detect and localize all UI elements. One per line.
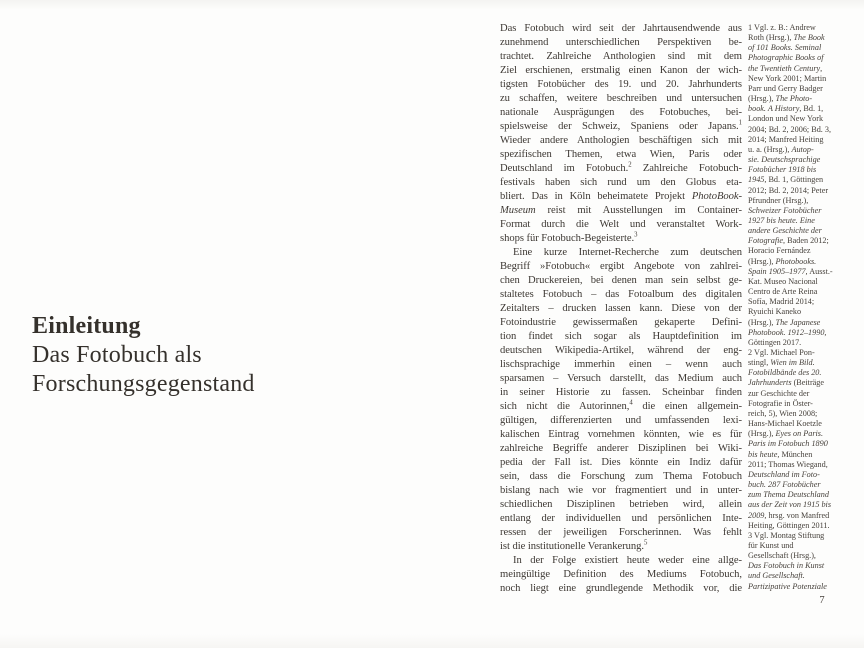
footnote-line (748, 399, 843, 409)
body-line (500, 92, 742, 106)
footnote-line (748, 277, 843, 287)
text-run: Ziel erschienen, erstmalig einen Kanon der wich- (500, 65, 742, 76)
text-run: u. a. (Hrsg.), (748, 144, 792, 154)
text-run: zunehmend unterschiedlichen Perspektiven be- (500, 37, 742, 48)
text-run: Pfrundner (Hrsg.), (748, 195, 809, 205)
body-line (500, 456, 742, 470)
text-run: The Photo- (775, 94, 813, 104)
text-run: Ryuichi Kaneko (748, 307, 802, 317)
text-run: In der Folge existiert heute weder eine allge- (513, 555, 742, 566)
footnote-line (748, 307, 843, 317)
text-run: tion findet sich sogar als Hauptdefinition im (500, 331, 742, 342)
text-run: Centro de Arte Reina (748, 287, 818, 297)
footnote-line (748, 348, 843, 358)
body-line (500, 302, 742, 316)
text-run: , (820, 63, 823, 73)
body-line (500, 554, 742, 568)
text-run: bliert. Das in Köln beheimatete Projekt (500, 191, 692, 202)
text-run: Gesellschaft (Hrsg.), (748, 551, 816, 561)
text-run: bislang nach wie vor fragmentiert und in unter- (500, 485, 742, 496)
text-run: zum Thema Deutschland (748, 490, 829, 500)
text-run: book. A History (748, 104, 800, 114)
text-run: meingültige Definition des Mediums Fotobuch, (500, 569, 742, 580)
footnote-line (748, 389, 843, 399)
body-line (500, 512, 742, 526)
text-run: sparsamen – Versuch darstellt, das Medium auch (500, 373, 742, 384)
footnotes-column (748, 23, 843, 592)
text-run: kalischen Eintrag vornehmen könnten, wie es für (500, 429, 742, 440)
footnote-line (748, 246, 843, 256)
footnote-line (748, 175, 843, 185)
body-line (500, 162, 742, 176)
text-run: andere Geschichte der (748, 226, 822, 236)
body-line (500, 106, 742, 120)
text-run: , Baden 2012; (783, 236, 829, 246)
footnote-line (748, 541, 843, 551)
text-run: , München (777, 449, 813, 459)
text-run: Roth (Hrsg.), (748, 33, 794, 43)
body-line (500, 218, 742, 232)
text-run: 2 Vgl. Michael Pon- (748, 348, 815, 357)
text-run: Zeitalters – drucken lassen kann. Diese von der (500, 303, 742, 314)
text-run: in seiner Historie zu fassen. Scheinbar finden (500, 387, 742, 398)
body-line (500, 246, 742, 260)
body-line (500, 190, 742, 204)
text-run: Göttingen 2017. (748, 337, 802, 347)
text-run: Format durch die Welt und veranstaltet Work- (500, 219, 742, 230)
footnote-line (748, 94, 843, 104)
footnote-line (748, 155, 843, 165)
text-run: zur Geschichte der (748, 388, 810, 398)
footnote-line (748, 521, 843, 531)
text-run: Wieder andere Anthologien beschäftigen sich mit (500, 135, 742, 146)
footnote-line (748, 500, 843, 510)
body-paragraph (500, 554, 742, 596)
text-run: tigsten Fotobücher des 19. und 20. Jahrhunderts (500, 79, 742, 90)
footnote-line (748, 460, 843, 470)
text-run: Museum (500, 205, 536, 216)
body-line (500, 428, 742, 442)
text-run: Fotoindustrie gewissermaßen gekaperte Defini- (500, 317, 742, 328)
footnote-line (748, 267, 843, 277)
text-run: spielsweise der Schweiz, Spaniens oder Japans. (500, 121, 739, 132)
footnote-line (748, 196, 843, 206)
text-run: , Bd. 1, (799, 104, 824, 114)
body-line (500, 204, 742, 218)
footnote-line (748, 287, 843, 297)
text-run: Eyes on Paris. (775, 429, 824, 439)
text-run: The Japanese (775, 317, 821, 327)
footnote-line (748, 531, 843, 541)
body-line (500, 260, 742, 274)
body-line (500, 288, 742, 302)
footnote-line (748, 439, 843, 449)
text-run: New York 2001; Martin (748, 73, 827, 83)
text-run: für Kunst und (748, 540, 794, 550)
footnote-line (748, 226, 843, 236)
body-paragraph (500, 22, 742, 246)
text-run: (Hrsg.), (748, 94, 776, 104)
body-line (500, 274, 742, 288)
body-line (500, 484, 742, 498)
text-run: noch liegt eine grundlegende Methodik vor, die (500, 583, 742, 594)
footnote-line (748, 43, 843, 53)
footnote-line (748, 571, 843, 581)
text-run: Fotografie in Öster- (748, 398, 813, 408)
body-line (500, 176, 742, 190)
chapter-title: Einleitung (32, 313, 141, 339)
footnote-line (748, 470, 843, 480)
text-run: Das Fotobuch wird seit der Jahrtausendwende aus (500, 23, 742, 34)
text-run: Begriff »Fotobuch« ergibt Angebote von zahlrei- (500, 261, 742, 272)
text-run: PhotoBook- (691, 191, 742, 202)
footnote-line (748, 23, 843, 33)
text-run: die einen allgemein- (632, 401, 743, 412)
text-run: , Ausst.- (805, 266, 833, 276)
text-run: zahlreiche Begriffe anderer Disziplinen bei Wiki- (500, 443, 742, 454)
body-line (500, 330, 742, 344)
text-run: , hrsg. von Manfred (764, 510, 830, 520)
text-run: Fotobildbände des 20. (748, 368, 822, 378)
text-run: Autop- (791, 144, 814, 154)
text-run: entlang der individuellen und persönlichen Inte- (500, 513, 742, 524)
body-line (500, 120, 742, 134)
body-line (500, 470, 742, 484)
footnote-line (748, 429, 843, 439)
body-line (500, 36, 742, 50)
text-run: chen Druckereien, bei denen man sein selbst ge- (500, 275, 742, 286)
body-line (500, 232, 742, 246)
footnote-line (748, 135, 843, 145)
text-run: bis heute (748, 449, 778, 459)
footnote-marker: 1 (738, 119, 742, 127)
text-run: Partizipative Potenziale (748, 581, 827, 591)
text-run: Photobook. 1912–1990 (748, 327, 825, 337)
text-run: Photographic Books of (748, 53, 824, 63)
body-line (500, 78, 742, 92)
text-run: 2014; Manfred Heiting (748, 134, 824, 144)
footnote-marker: 4 (629, 399, 633, 407)
text-run: reist mit Ausstellungen im Container- (535, 205, 742, 216)
footnote-line (748, 511, 843, 521)
footnote-line (748, 561, 843, 571)
text-run: 2009 (748, 510, 765, 520)
text-run: Eine kurze Internet-Recherche zum deutschen (513, 247, 742, 258)
body-line (500, 442, 742, 456)
text-run: 3 Vgl. Montag Stiftung (748, 530, 825, 540)
text-run: 1927 bis heute. Eine (748, 215, 815, 225)
footnote-line (748, 53, 843, 63)
text-run: (Beiträge (791, 378, 825, 388)
footnote-line (748, 328, 843, 338)
footnote-line (748, 165, 843, 175)
text-run: aus der Zeit von 1915 bis (748, 500, 832, 510)
text-run: London und New York (748, 114, 824, 124)
footnote-line (748, 64, 843, 74)
text-run: Photobooks. (775, 256, 817, 266)
page-number: 7 (819, 595, 825, 606)
text-run: ist die institutionelle Verankerung. (500, 541, 644, 552)
body-line (500, 540, 742, 554)
text-run: nationale Ausprägungen des Fotobuches, bei- (500, 107, 742, 118)
text-run: 1 Vgl. z. B.: Andrew (748, 23, 816, 32)
text-run: Schweizer Fotobücher (748, 205, 822, 215)
text-run: sich nicht die Autorinnen, (500, 401, 630, 412)
text-run: pedia der Fall ist. Dies könnte ein Indiz dafür (500, 457, 742, 468)
text-run: stingl, (748, 358, 771, 368)
body-line (500, 344, 742, 358)
footnote-line (748, 450, 843, 460)
text-run: und Gesellschaft. (748, 571, 805, 581)
footnote-line (748, 145, 843, 155)
chapter-subtitle-line1: Das Fotobuch als (32, 342, 202, 368)
footnote-line (748, 480, 843, 490)
footnote-line (748, 114, 843, 124)
text-run: sein, dass die Forschung zum Thema Fotobuch (500, 471, 742, 482)
footnote-line (748, 358, 843, 368)
footnote-marker: 5 (643, 539, 648, 547)
text-run: spezifischen Themen, etwa Wien, Paris oder (500, 149, 742, 160)
text-run: Deutschland im Fotobuch. (500, 163, 629, 174)
text-run: 2004; Bd. 2, 2006; Bd. 3, (748, 124, 832, 134)
footnote-line (748, 409, 843, 419)
text-run: festivals haben sich rund um den Globus eta- (500, 177, 742, 188)
footnote-line (748, 490, 843, 500)
body-line (500, 386, 742, 400)
text-run: Deutschland im Foto- (748, 469, 820, 479)
text-run: (Hrsg.), (748, 429, 776, 439)
footnote-line (748, 551, 843, 561)
text-run: lischsprachige immerhin einen – wenn auch (500, 359, 742, 370)
text-run: gültigen, differenzierten und umfassenden lexi- (500, 415, 742, 426)
footnote-line (748, 206, 843, 216)
body-line (500, 358, 742, 372)
body-line (500, 400, 742, 414)
footnote-line (748, 318, 843, 328)
body-line (500, 134, 742, 148)
text-run: staltetes Fotobuch – das Fotoalbum des digitalen (500, 289, 742, 300)
text-run: 2012; Bd. 2, 2014; Peter (748, 185, 829, 195)
text-run: zu schaffen, weitere beschreiben und untersuchen (500, 93, 742, 104)
text-run: buch. 287 Fotobücher (748, 480, 821, 490)
footnote-line (748, 236, 843, 246)
footnote-line (748, 378, 843, 388)
text-run: reich, 5), Wien 2008; (748, 408, 818, 418)
chapter-subtitle-line2: Forschungsgegenstand (32, 371, 255, 397)
text-run: sie. Deutschsprachige (748, 155, 821, 165)
footnote-line (748, 104, 843, 114)
text-run: Wien im Bild. (770, 358, 815, 368)
footnote-line (748, 186, 843, 196)
text-run: Horacio Fernández (748, 246, 811, 256)
text-run: Paris im Fotobuch 1890 (748, 439, 828, 449)
footnote-line (748, 125, 843, 135)
text-run: schiedlichen Disziplinen betrieben wird, allein (500, 499, 742, 510)
text-run: (Hrsg.), (748, 256, 776, 266)
footnote-line (748, 338, 843, 348)
body-line (500, 582, 742, 596)
body-line (500, 64, 742, 78)
footnote-line (748, 582, 843, 592)
footnote-line (748, 74, 843, 84)
text-run: 1945 (748, 175, 765, 185)
text-run: , (824, 327, 827, 337)
text-run: Sofía, Madrid 2014; (748, 297, 815, 307)
text-run: Heiting, Göttingen 2011. (748, 520, 830, 530)
text-run: 2011; Thomas Wiegand, (748, 459, 828, 469)
text-run: The Book (793, 33, 825, 43)
text-run: Spain 1905–1977 (748, 266, 806, 276)
chapter-heading (32, 312, 255, 399)
body-paragraph (500, 246, 742, 554)
footnote-marker: 2 (628, 161, 632, 169)
footnote-line (748, 33, 843, 43)
text-run: , Bd. 1, Göttingen (764, 175, 824, 185)
text-run: Fotobücher 1918 bis (748, 165, 817, 175)
body-line (500, 414, 742, 428)
footnote-line (748, 297, 843, 307)
text-run: the Twentieth Century (748, 63, 821, 73)
footnote-line (748, 419, 843, 429)
text-run: of 101 Books. Seminal (748, 43, 822, 53)
body-line (500, 498, 742, 512)
footnote-line (748, 257, 843, 267)
body-line (500, 148, 742, 162)
text-run: Fotografie (748, 236, 784, 246)
body-line (500, 568, 742, 582)
text-run: trachtet. Zahlreiche Anthologien sind mit dem (500, 51, 742, 62)
text-run: Hans-Michael Koetzle (748, 419, 822, 429)
text-run: shops für Fotobuch-Begeisterte. (500, 233, 635, 244)
text-run: Zahlreiche Fotobuch- (631, 163, 742, 174)
footnote-marker: 3 (634, 231, 638, 239)
text-run: Das Fotobuch in Kunst (748, 561, 825, 571)
body-column (500, 22, 742, 596)
footnote-line (748, 216, 843, 226)
text-run: Kat. Museo Nacional (748, 276, 818, 286)
footnote-line (748, 368, 843, 378)
text-run: Parr und Gerry Badger (748, 83, 823, 93)
body-line (500, 50, 742, 64)
text-run: ressen der jeweiligen Forscherinnen. Was fehlt (500, 527, 742, 538)
footnote-line (748, 84, 843, 94)
body-line (500, 526, 742, 540)
text-run: Jahrhunderts (748, 378, 792, 388)
body-line (500, 22, 742, 36)
text-run: deutschen Wikipedia-Artikel, während der eng- (500, 345, 742, 356)
body-line (500, 316, 742, 330)
body-line (500, 372, 742, 386)
text-run: (Hrsg.), (748, 317, 776, 327)
